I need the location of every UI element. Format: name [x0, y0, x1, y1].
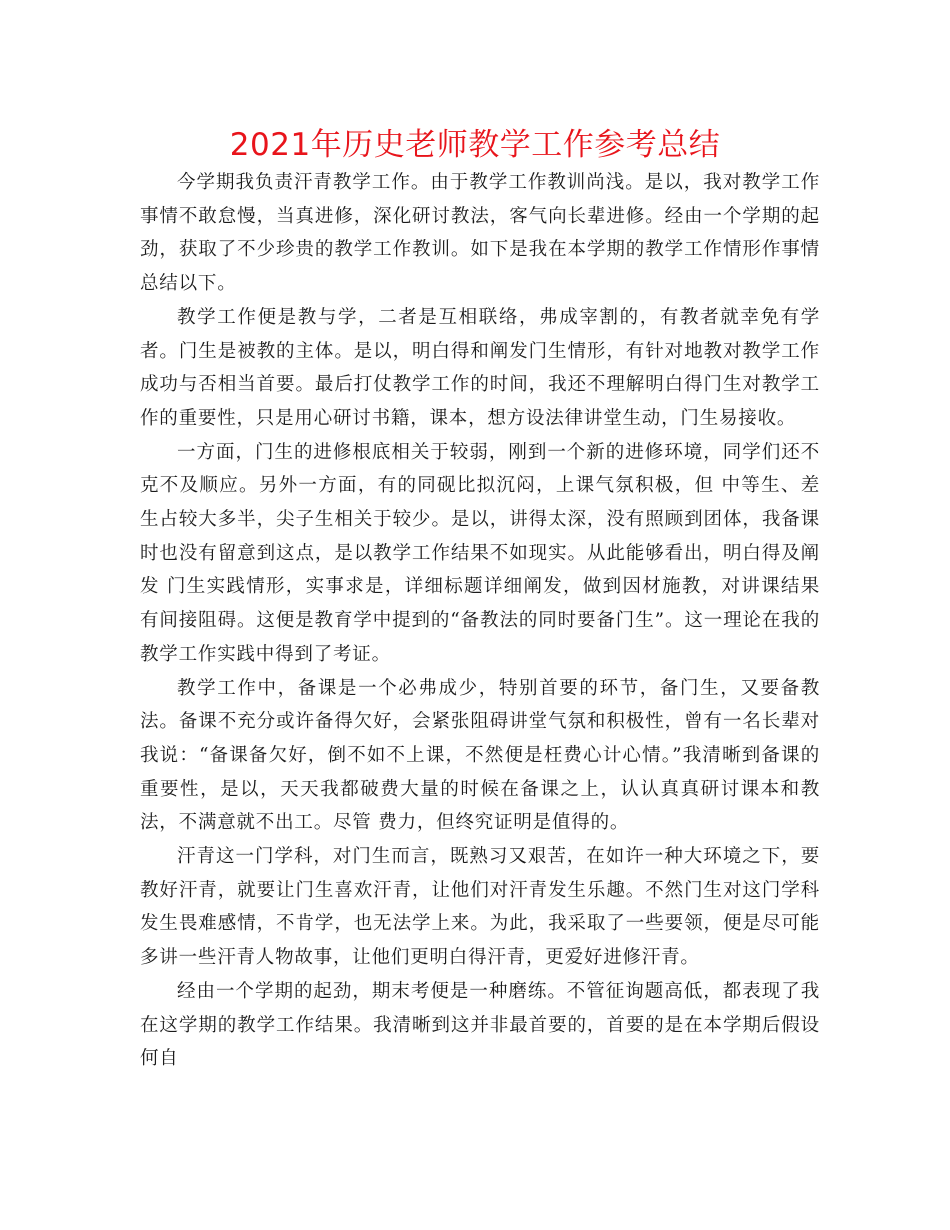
paragraph: 教学工作便是教与学，二者是互相联络，弗成宰割的，有教者就幸免有学者。门生是被教的主体。是以，明白得和阐发门生情形，有针对地教对教学工作成功与否相当首要。最后打仗教学工作的时间，我还不理解明白得门生对教学工作的重要性，只是用心研讨书籍，课本，想方设法律讲堂生动，门生易接收。 [140, 306, 820, 429]
paragraph: 一方面，门生的进修根底相关于较弱，刚到一个新的进修环境，同学们还不克不及顺应。另外一方面，有的同砚比拟沉闷，上课气氛积极，但 中等生、差生占较大多半，尖子生相关于较少。是以，讲得太深，没有照顾到团体，我备课时也没有留意到这点，是以教学工作结果不如现实。从此能够看出，明白得及阐发 门生实践情形，实事求是，详细标题详细阐发，做到因材施教，对讲课结果有间接阻碍。这便是教育学中提到的“备教法的同时要备门生”。这一理论在我的教学工作实践中得到了考证。 [140, 441, 820, 665]
paragraph: 教学工作中，备课是一个必弗成少，特别首要的环节，备门生，又要备教法。备课不充分或许备得欠好，会紧张阻碍讲堂气氛和积极性，曾有一名长辈对我说：“备课备欠好，倒不如不上课，不然便是枉费心计心情。”我清晰到备课的重要性，是以，天天我都破费大量的时候在备课之上，认认真真研讨课本和教法，不满意就不出工。尽管 费力，但终究证明是值得的。 [140, 677, 820, 834]
paragraph: 汗青这一门学科，对门生而言，既熟习又艰苦，在如许一种大环境之下，要教好汗青，就要让门生喜欢汗青，让他们对汗青发生乐趣。不然门生对这门学科发生畏难感情，不肯学，也无法学上来。为此，我采取了一些要领，便是尽可能多讲一些汗青人物故事，让他们更明白得汗青，更爱好进修汗青。 [140, 846, 820, 969]
paragraph: 今学期我负责汗青教学工作。由于教学工作教训尚浅。是以，我对教学工作事情不敢怠慢，当真进修，深化研讨教法，客气向长辈进修。经由一个学期的起劲，获取了不少珍贵的教学工作教训。如下是我在本学期的教学工作情形作事情总结以下。 [140, 172, 820, 295]
document-title: 2021年历史老师教学工作参考总结 [229, 127, 721, 163]
document-body [140, 166, 820, 1076]
paragraph: 经由一个学期的起劲，期末考便是一种磨练。不管征询题高低，都表现了我在这学期的教学工作结果。我清晰到这并非最首要的，首要的是在本学期后假设何自 [140, 980, 820, 1070]
